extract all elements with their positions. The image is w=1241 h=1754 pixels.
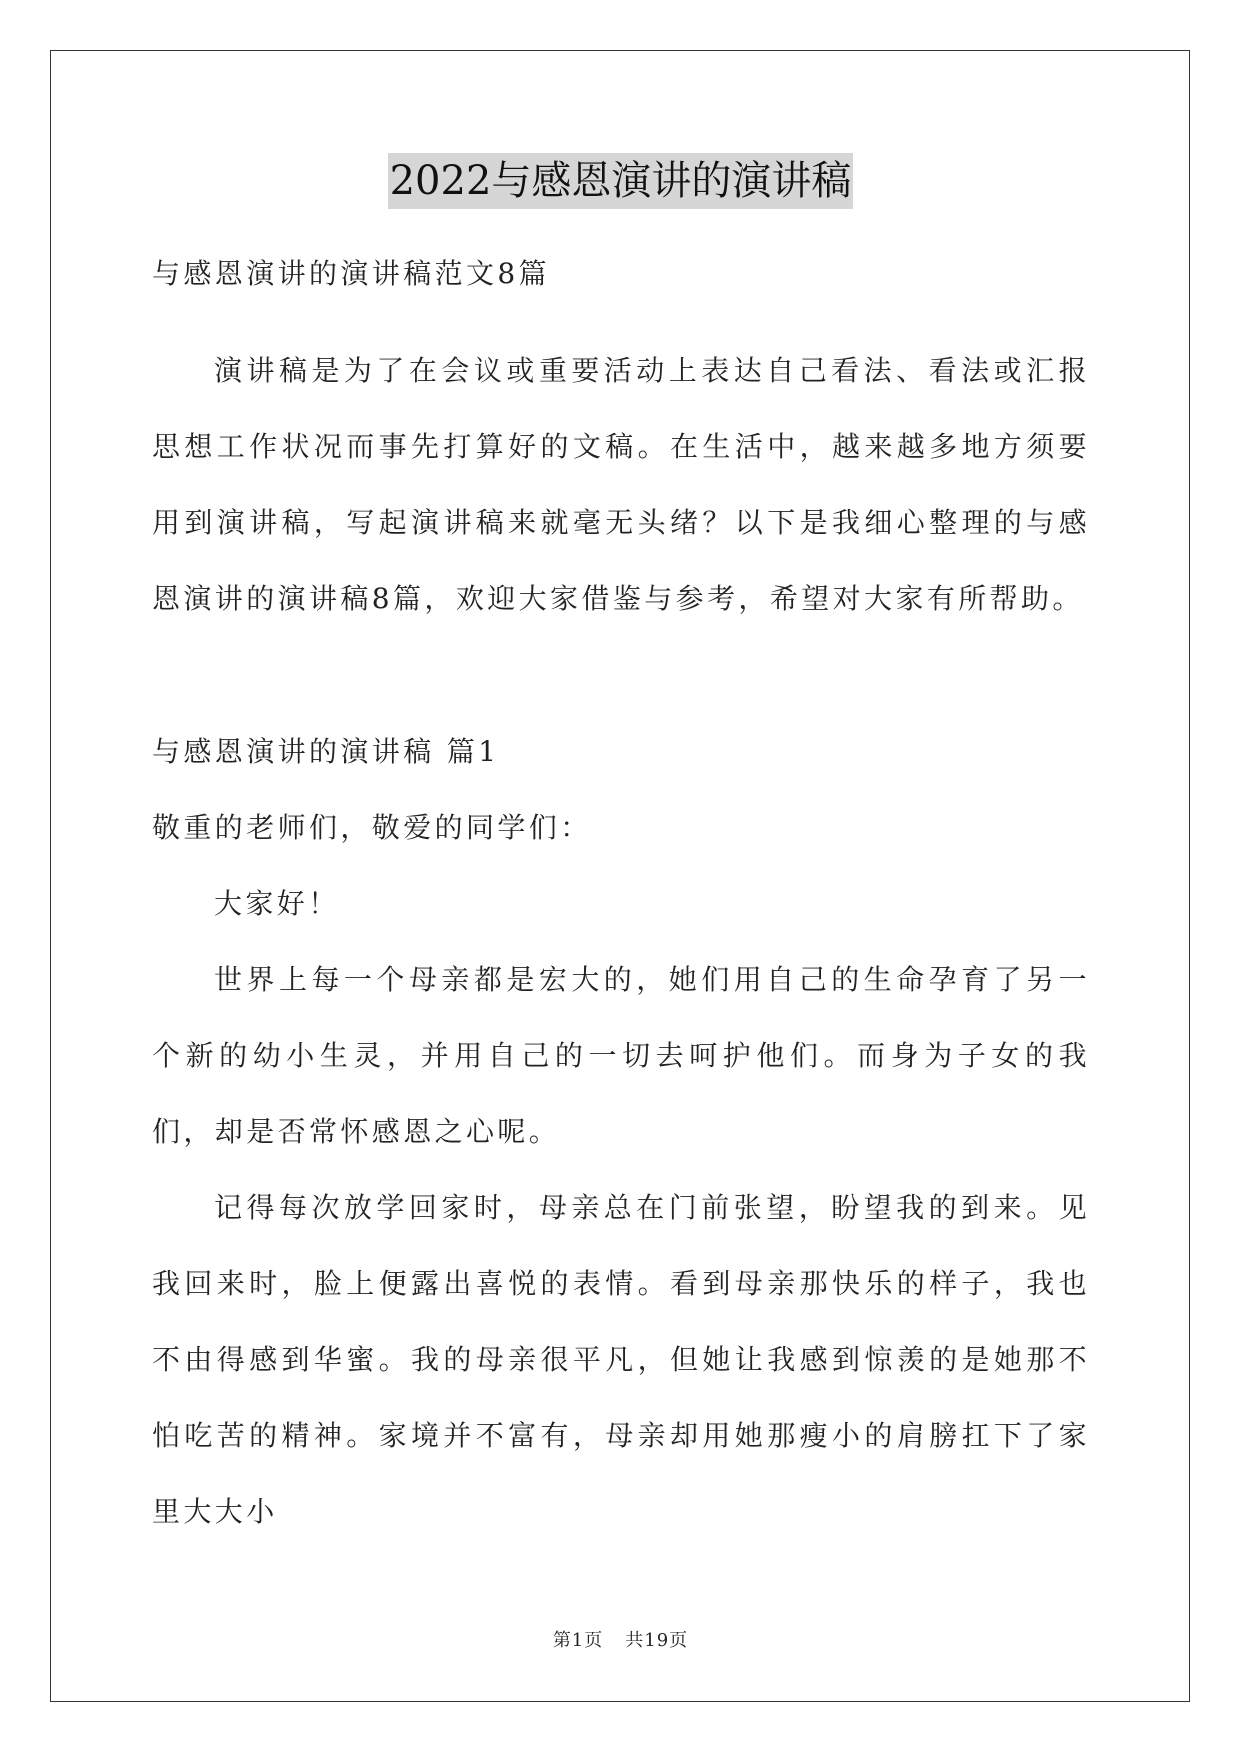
section-heading: 与感恩演讲的演讲稿 篇1 <box>152 735 500 768</box>
page-number: 第1页 <box>552 1630 604 1651</box>
intro-paragraph: 演讲稿是为了在会议或重要活动上表达自己看法、看法或汇报思想工作状况而事先打算好的文稿。在生活中，越来越多地方须要用到演讲稿，写起演讲稿来就毫无头绪？以下是我细心整理的与感恩演讲的演讲稿8篇，欢迎大家借鉴与参考，希望对大家有所帮助。 <box>152 354 1090 615</box>
page-footer <box>0 1626 1241 1652</box>
greeting: 大家好！ <box>214 887 340 920</box>
body-paragraph-1: 世界上每一个母亲都是宏大的，她们用自己的生命孕育了另一个新的幼小生灵，并用自己的一切去呵护他们。而身为子女的我们，却是否常怀感恩之心呢。 <box>152 963 1090 1148</box>
document-body <box>152 236 1090 1550</box>
document-title: 2022与感恩演讲的演讲稿 <box>388 153 854 209</box>
page-total: 共19页 <box>625 1630 689 1651</box>
title-container <box>0 153 1241 209</box>
body-paragraph-2: 记得每次放学回家时，母亲总在门前张望，盼望我的到来。见我回来时，脸上便露出喜悦的表情。看到母亲那快乐的样子，我也不由得感到华蜜。我的母亲很平凡，但她让我感到惊羡的是她那不怕吃苦的精神。家境并不富有，母亲却用她那瘦小的肩膀扛下了家里大大小 <box>152 1191 1090 1528</box>
document-subtitle: 与感恩演讲的演讲稿范文8篇 <box>152 257 551 290</box>
salutation: 敬重的老师们，敬爱的同学们： <box>152 811 592 844</box>
